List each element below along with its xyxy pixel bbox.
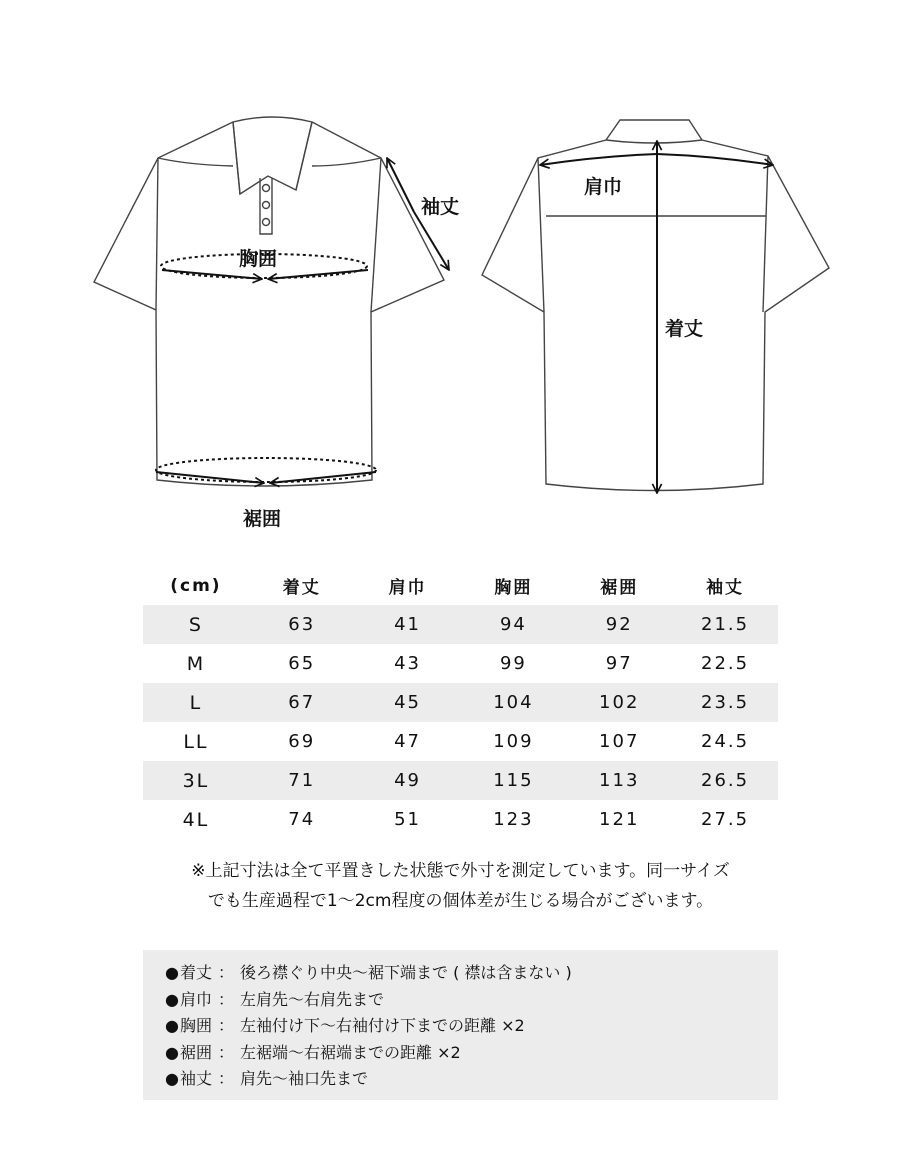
sleeve-length-label: 袖丈 (421, 196, 460, 218)
bullet-icon: ● (165, 1016, 179, 1035)
legend-item (165, 1013, 778, 1040)
table-cell: 115 (460, 761, 566, 800)
table-row (143, 800, 778, 839)
table-cell: 102 (566, 683, 672, 722)
table-row (143, 761, 778, 800)
table-cell: 92 (566, 605, 672, 644)
table-cell: 43 (394, 653, 422, 674)
legend-desc: 肩先〜袖口先まで (240, 1069, 369, 1088)
table-cell: 24.5 (701, 731, 750, 752)
legend-item (165, 1066, 778, 1093)
table-cell: 94 (460, 605, 566, 644)
table-cell: 47 (394, 731, 422, 752)
hem-label: 裾囲 (243, 508, 282, 530)
hem-ellipse (156, 458, 376, 482)
legend-term: 裾囲 (179, 1042, 212, 1062)
table-cell: 99 (499, 653, 527, 674)
legend-term: 肩巾 (179, 989, 212, 1009)
table-cell: 63 (249, 605, 355, 644)
legend-item (165, 1040, 778, 1067)
front-shirt-outline (94, 117, 444, 486)
table-cell: 123 (493, 809, 534, 830)
size-cell: 4L (182, 808, 210, 831)
table-cell: 113 (566, 761, 672, 800)
legend-item (165, 987, 778, 1014)
shirt-measurement-diagram (0, 0, 916, 550)
table-cell: 69 (288, 731, 316, 752)
table-row (143, 605, 778, 644)
size-cell: M (186, 652, 206, 675)
table-cell: 27.5 (701, 809, 750, 830)
measurement-legend (143, 950, 778, 1100)
shoulder-arrow-right (657, 154, 773, 165)
chest-arrow-right (268, 270, 368, 279)
table-row (143, 722, 778, 761)
measurement-notes (143, 856, 778, 916)
legend-term: 袖丈 (179, 1069, 212, 1088)
size-cell: L (143, 683, 249, 722)
shoulder-width-label: 肩巾 (584, 176, 623, 198)
legend-item (165, 960, 778, 987)
bullet-icon: ● (165, 989, 179, 1009)
body-length-label: 着丈 (665, 318, 704, 340)
table-cell: 104 (460, 683, 566, 722)
sleeve-arrow-down (414, 212, 449, 270)
size-table (143, 566, 778, 839)
header-sleeve-length: 袖丈 (706, 578, 745, 598)
header-chest: 胸囲 (494, 578, 533, 598)
shoulder-arrow-left (540, 154, 657, 165)
legend-separator: ： (217, 1016, 234, 1035)
table-row (143, 644, 778, 683)
legend-desc: 後ろ襟ぐり中央〜裾下端まで ( 襟は含まない ) (240, 963, 572, 982)
table-cell: 71 (249, 761, 355, 800)
table-cell: 45 (355, 683, 461, 722)
sleeve-arrow-up (387, 158, 414, 212)
legend-desc: 左肩先〜右肩先まで (240, 989, 385, 1009)
table-cell: 74 (288, 809, 316, 830)
chest-arrow-left (162, 270, 262, 279)
bullet-icon: ● (165, 1042, 179, 1062)
table-cell: 21.5 (672, 605, 778, 644)
legend-desc: 左袖付け下〜右袖付け下までの距離 ×2 (240, 1016, 525, 1035)
legend-desc: 左裾端〜右裾端までの距離 ×2 (240, 1042, 461, 1062)
legend-separator: ： (217, 1069, 234, 1088)
table-row (143, 683, 778, 722)
size-cell: LL (183, 730, 209, 753)
table-cell: 26.5 (672, 761, 778, 800)
table-cell: 107 (599, 731, 640, 752)
size-cell: 3L (143, 761, 249, 800)
header-body-length: 着丈 (282, 578, 321, 598)
table-cell: 22.5 (701, 653, 750, 674)
table-cell: 49 (355, 761, 461, 800)
bullet-icon: ● (165, 963, 179, 982)
bullet-icon: ● (165, 1069, 179, 1088)
header-unit: (cm) (170, 575, 222, 596)
note-line-1: ※上記寸法は全て平置きした状態で外寸を測定しています。同一サイズ (191, 861, 730, 881)
note-line-2: でも生産過程で1〜2cm程度の個体差が生じる場合がございます。 (207, 891, 714, 911)
legend-separator: ： (217, 989, 234, 1009)
table-cell: 41 (355, 605, 461, 644)
legend-term: 胸囲 (179, 1016, 212, 1035)
table-cell: 51 (394, 809, 422, 830)
legend-separator: ： (217, 1042, 234, 1062)
legend-separator: ： (217, 963, 234, 982)
table-cell: 109 (493, 731, 534, 752)
back-measurements (540, 141, 773, 493)
table-header-row (143, 566, 778, 605)
header-shoulder-width: 肩巾 (388, 578, 427, 598)
front-measurements (156, 158, 449, 483)
table-cell: 67 (249, 683, 355, 722)
legend-term: 着丈 (179, 963, 212, 982)
back-shirt-outline (482, 120, 829, 491)
table-cell: 23.5 (672, 683, 778, 722)
table-cell: 97 (605, 653, 633, 674)
header-hem: 裾囲 (600, 578, 639, 598)
table-cell: 65 (288, 653, 316, 674)
table-cell: 121 (599, 809, 640, 830)
size-cell: S (143, 605, 249, 644)
chest-label: 胸囲 (239, 248, 278, 270)
